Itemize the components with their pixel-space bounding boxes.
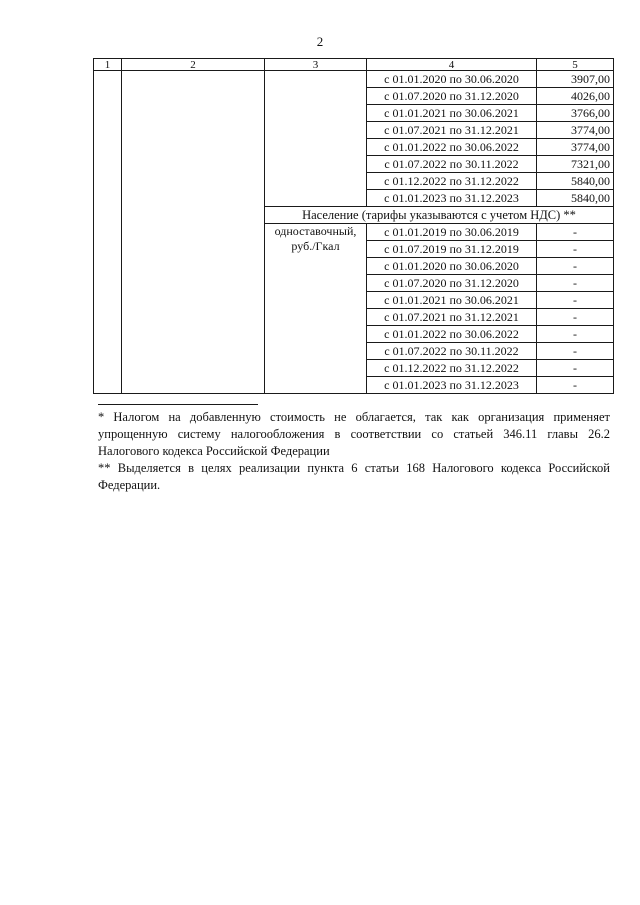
period-cell: с 01.01.2020 по 30.06.2020 (367, 71, 537, 88)
price-cell: - (537, 292, 614, 309)
price-cell: - (537, 275, 614, 292)
column-header-3: 3 (265, 59, 367, 71)
column-header-5: 5 (537, 59, 614, 71)
price-cell: - (537, 258, 614, 275)
tariff-table-body (94, 59, 614, 394)
footnotes (98, 409, 610, 494)
price-cell: 5840,00 (537, 190, 614, 207)
period-cell: с 01.12.2022 по 31.12.2022 (367, 360, 537, 377)
period-cell: с 01.01.2023 по 31.12.2023 (367, 377, 537, 394)
table-row (94, 71, 614, 88)
table-header-row (94, 59, 614, 71)
price-cell: - (537, 377, 614, 394)
period-cell: с 01.07.2020 по 31.12.2020 (367, 88, 537, 105)
price-cell: 4026,00 (537, 88, 614, 105)
period-cell: с 01.01.2020 по 30.06.2020 (367, 258, 537, 275)
price-cell: 3774,00 (537, 122, 614, 139)
price-cell: - (537, 360, 614, 377)
period-cell: с 01.07.2019 по 31.12.2019 (367, 241, 537, 258)
price-cell: - (537, 241, 614, 258)
period-cell: с 01.07.2021 по 31.12.2021 (367, 309, 537, 326)
period-cell: с 01.07.2020 по 31.12.2020 (367, 275, 537, 292)
footnote-2: ** Выделяется в целях реализации пункта 6 статьи 168 Налогового кодекса Российской Федерации. (98, 461, 610, 492)
price-cell: - (537, 224, 614, 241)
period-cell: с 01.01.2021 по 30.06.2021 (367, 105, 537, 122)
column-header-2: 2 (122, 59, 265, 71)
period-cell: с 01.01.2021 по 30.06.2021 (367, 292, 537, 309)
price-cell: - (537, 343, 614, 360)
page-number: 2 (316, 34, 324, 49)
period-cell: с 01.07.2022 по 30.11.2022 (367, 343, 537, 360)
period-cell: с 01.01.2019 по 30.06.2019 (367, 224, 537, 241)
price-cell: 5840,00 (537, 173, 614, 190)
price-cell: 3766,00 (537, 105, 614, 122)
footnote-1: * Налогом на добавленную стоимость не облагается, так как организация применяет упрощенную систему налогообложения в соответствии со статьей 346.11 главы 26.2 Налогового кодекса Российской Федерации (98, 410, 610, 458)
footnote-separator (98, 404, 258, 405)
population-title: Население (тарифы указываются с учетом НДС) ** (265, 207, 614, 224)
period-cell: с 01.07.2021 по 31.12.2021 (367, 122, 537, 139)
period-cell: с 01.12.2022 по 31.12.2022 (367, 173, 537, 190)
period-cell: с 01.01.2022 по 30.06.2022 (367, 326, 537, 343)
tariff-type-line-2: руб./Гкал (291, 239, 340, 253)
column-header-4: 4 (367, 59, 537, 71)
column-1-cell (94, 71, 122, 394)
period-cell: с 01.07.2022 по 30.11.2022 (367, 156, 537, 173)
tariff-type-line-1: одноставочный, (274, 224, 357, 238)
price-cell: 7321,00 (537, 156, 614, 173)
column-header-1: 1 (94, 59, 122, 71)
tariff-type-cell (265, 224, 367, 394)
period-cell: с 01.01.2022 по 30.06.2022 (367, 139, 537, 156)
column-3-cell (265, 71, 367, 207)
column-2-cell (122, 71, 265, 394)
period-cell: с 01.01.2023 по 31.12.2023 (367, 190, 537, 207)
price-cell: 3907,00 (537, 71, 614, 88)
price-cell: - (537, 326, 614, 343)
price-cell: 3774,00 (537, 139, 614, 156)
price-cell: - (537, 309, 614, 326)
tariff-table (93, 58, 614, 394)
